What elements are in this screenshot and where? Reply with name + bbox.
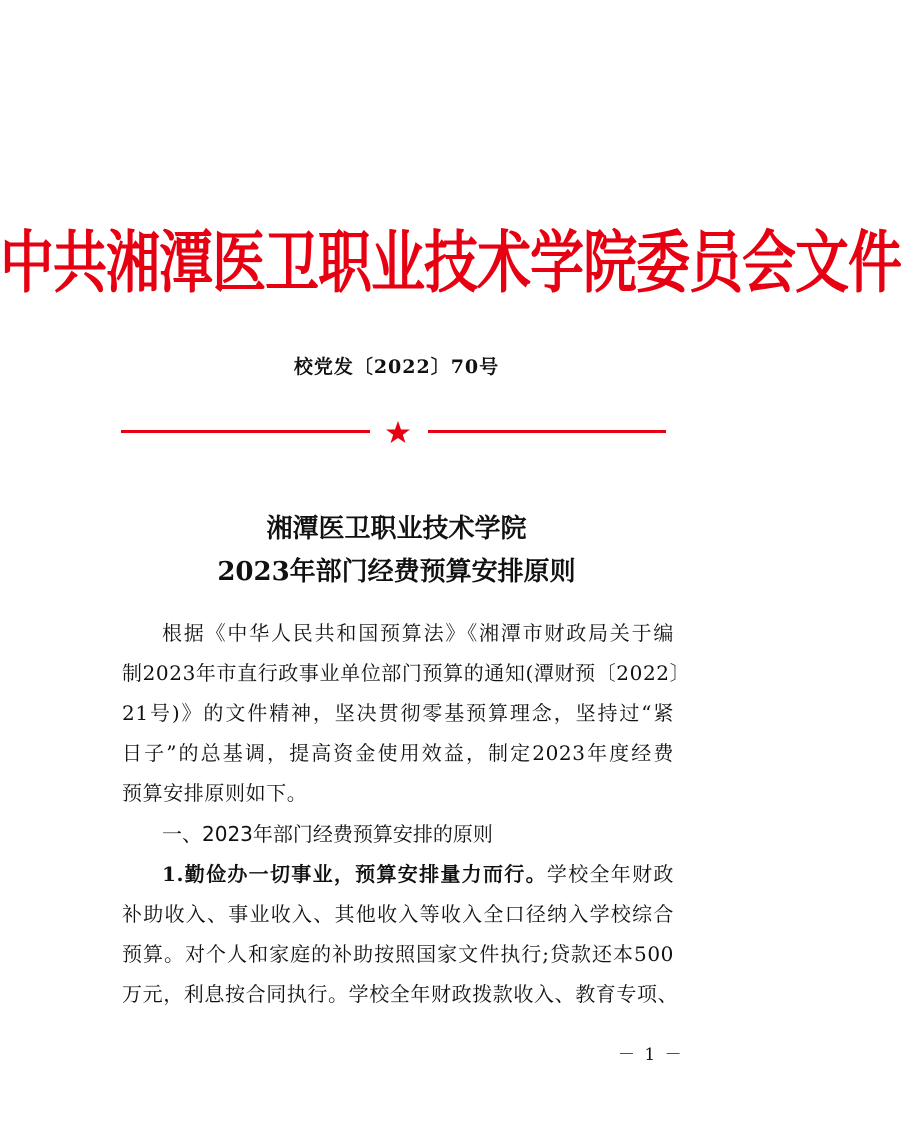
intro-line: 21号)》的文件精神，坚决贯彻零基预算理念，坚持过“紧 <box>122 701 674 725</box>
document-title-line-1: 湘潭医卫职业技术学院 <box>266 514 527 544</box>
star-icon <box>385 420 411 444</box>
document-title-line-2: 2023年部门经费预算安排原则 <box>217 557 576 587</box>
separator-line-left <box>121 430 370 433</box>
item1-bold-lead: 1.勤俭办一切事业，预算安排量力而行。 <box>162 862 547 886</box>
intro-line: 根据《中华人民共和国预算法》《湘潭市财政局关于编 <box>162 621 674 645</box>
document-number: 校党发〔2022〕70号 <box>293 356 500 378</box>
section-heading: 一、2023年部门经费预算安排的原则 <box>162 822 493 846</box>
page-number: － 1 － <box>618 1045 684 1065</box>
item1-line: 万元，利息按合同执行。学校全年财政拨款收入、教育专项、 <box>122 982 679 1006</box>
item1-line: 补助收入、事业收入、其他收入等收入全口径纳入学校综合 <box>122 902 674 926</box>
org-title: 中共湘潭医卫职业技术学院委员会文件 <box>0 222 901 302</box>
item1-first-line-rest: 学校全年财政 <box>546 862 674 886</box>
intro-line: 日子”的总基调，提高资金使用效益，制定2023年度经费 <box>122 741 674 765</box>
intro-line: 制2023年市直行政事业单位部门预算的通知(潭财预〔2022〕 <box>122 661 691 685</box>
separator-line-right <box>428 430 666 433</box>
item1-line: 预算。对个人和家庭的补助按照国家文件执行;贷款还本500 <box>122 942 674 966</box>
red-separator <box>121 420 666 444</box>
item1-first-line <box>162 854 674 894</box>
intro-line: 预算安排原则如下。 <box>122 781 308 805</box>
